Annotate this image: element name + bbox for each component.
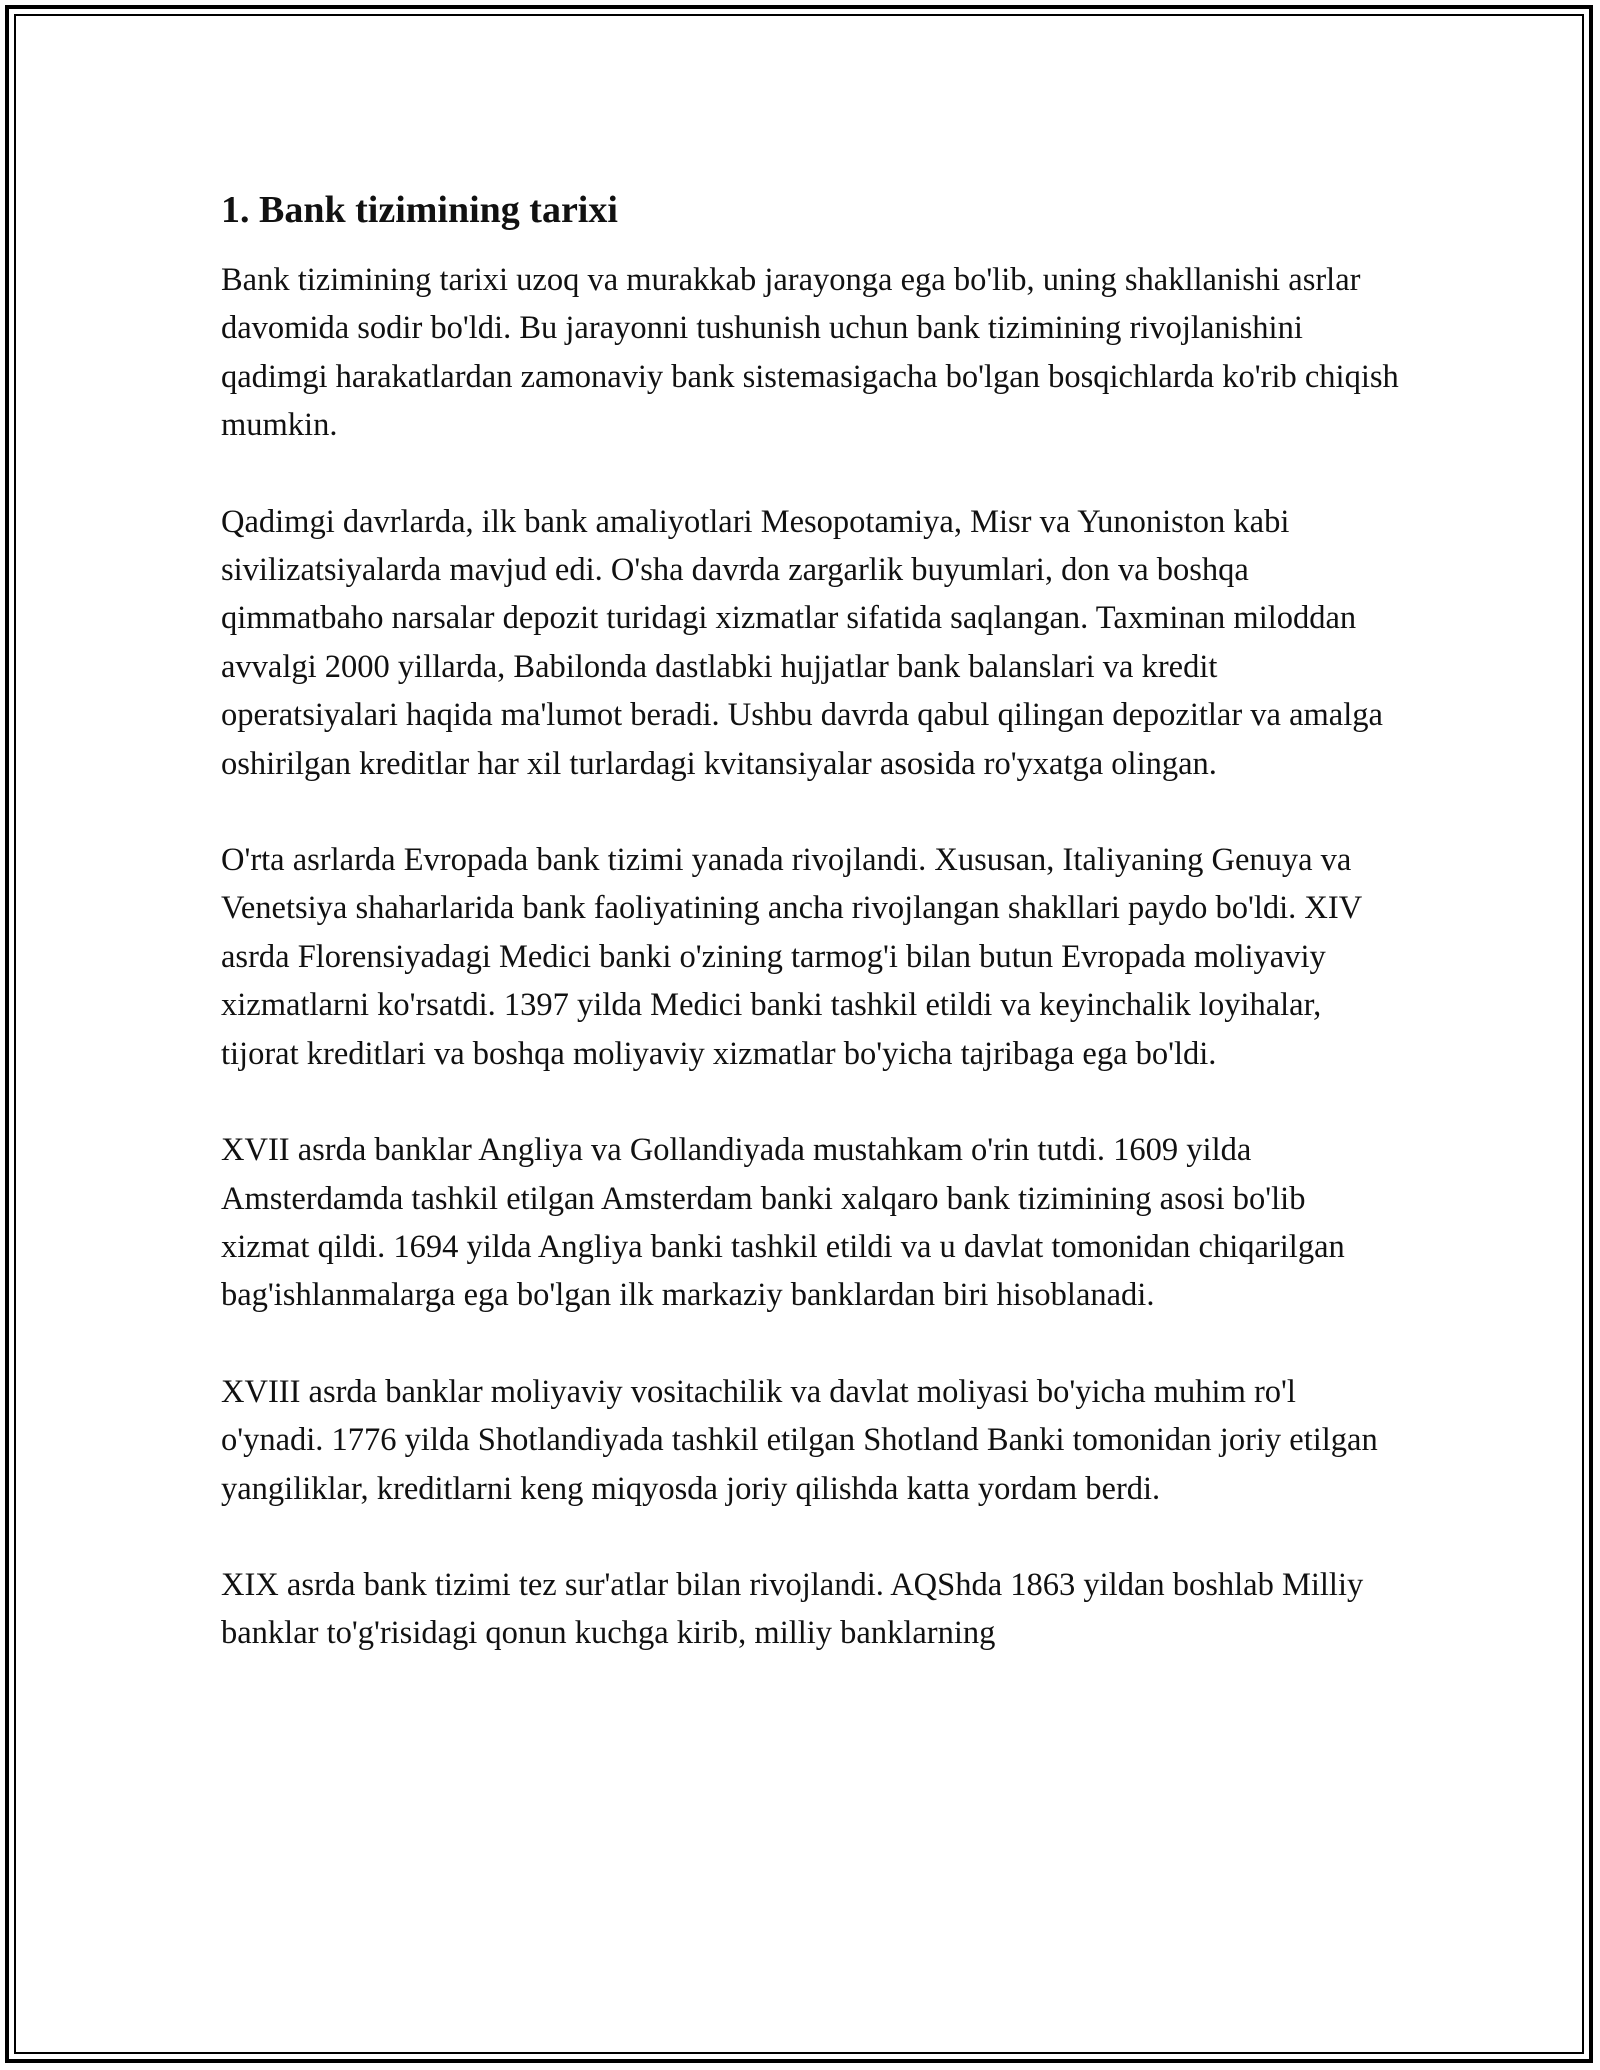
paragraph-ancient-period: Qadimgi davrlarda, ilk bank amaliyotlari Mesopotamiya, Misr va Yunoniston kabi sivilizatsiyalarda mavjud edi. O'sha davrda zargarlik buyumlari, don va boshqa qimmatbaho narsalar depozit turidagi xizmatlar sifatida saqlangan. Taxminan miloddan avvalgi 2000 yillarda, Babilonda dastlabki hujjatlar bank balanslari va kredit operatsiyalari haqida ma'lumot beradi. Ushbu davrda qabul qilingan depozitlar va amalga oshirilgan kreditlar har xil turlardagi kvitansiyalar asosida ro'yxatga olingan.	[221, 503, 1383, 782]
paragraph-17th-century: XVII asrda banklar Angliya va Gollandiyada mustahkam o'rin tutdi. 1609 yilda Amsterdamda tashkil etilgan Amsterdam banki xalqaro bank tizimining asosi bo'lib xizmat qildi. 1694 yilda Angliya banki tashkil etildi va u davlat tomonidan chiqarilgan bag'ishlanmalarga ega bo'lgan ilk markaziy banklardan biri hisoblanadi.	[221, 1132, 1345, 1314]
paragraph-intro: Bank tizimining tarixi uzoq va murakkab jarayonga ega bo'lib, uning shakllanishi asrlar davomida sodir bo'ldi. Bu jarayonni tushunish uchun bank tizimining rivojlanishini qadimgi harakatlardan zamonaviy bank sistemasigacha bo'lgan bosqichlarda ko'rib chiqish mumkin.	[221, 262, 1399, 444]
paragraph-19th-century: XIX asrda bank tizimi tez sur'atlar bilan rivojlandi. AQShda 1863 yildan boshlab Milliy banklar to'g'risidagi qonun kuchga kirib, milliy banklarning	[221, 1566, 1364, 1652]
section-title: 1. Bank tizimining tarixi	[221, 189, 618, 231]
document-body	[221, 186, 1401, 1658]
paragraph-middle-ages: O'rta asrlarda Evropada bank tizimi yanada rivojlandi. Xususan, Italiyaning Genuya va Venetsiya shaharlarida bank faoliyatining ancha rivojlangan shakllari paydo bo'ldi. XIV asrda Florensiyadagi Medici banki o'zining tarmog'i bilan butun Evropada moliyaviy xizmatlarni ko'rsatdi. 1397 yilda Medici banki tashkil etildi va keyinchalik loyihalar, tijorat kreditlari va boshqa moliyaviy xizmatlar bo'yicha tajribaga ega bo'ldi.	[221, 842, 1362, 1072]
paragraph-18th-century: XVIII asrda banklar moliyaviy vositachilik va davlat moliyasi bo'yicha muhim ro'l o'ynadi. 1776 yilda Shotlandiyada tashkil etilgan Shotland Banki tomonidan joriy etilgan yangiliklar, kreditlarni keng miqyosda joriy qilishda katta yordam berdi.	[221, 1373, 1378, 1507]
